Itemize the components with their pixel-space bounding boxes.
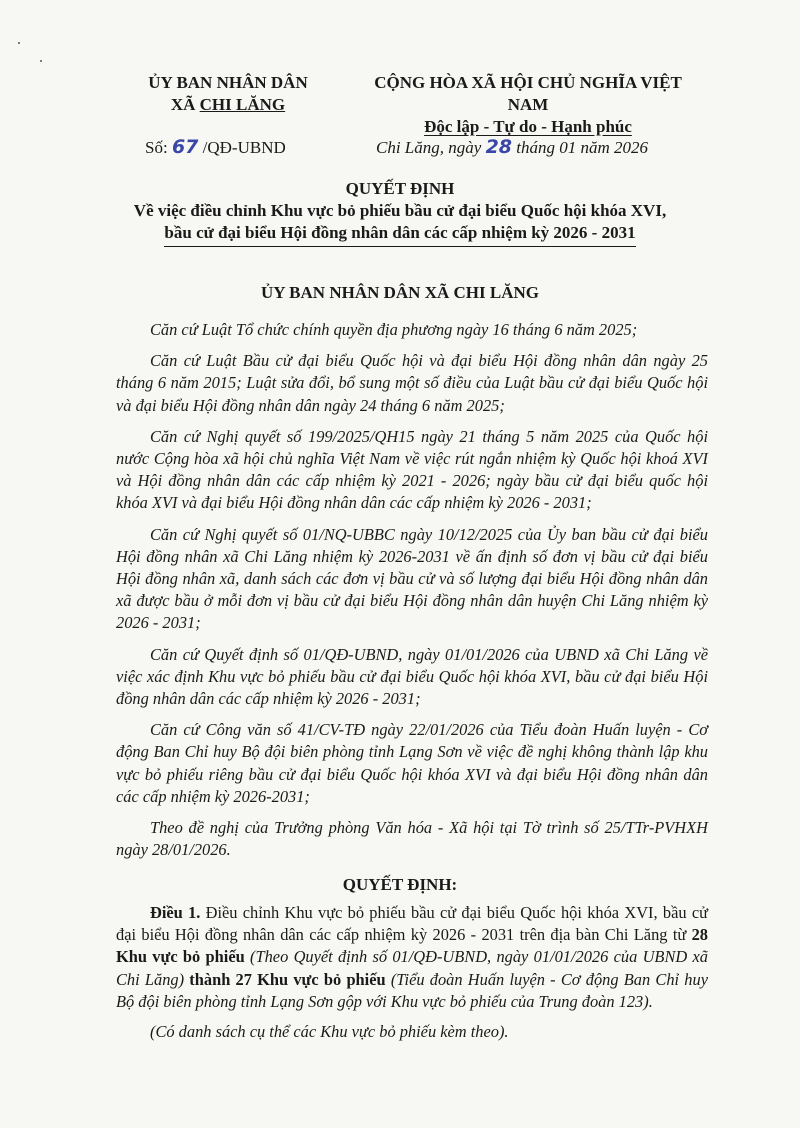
preamble-item: Căn cứ Luật Bầu cử đại biểu Quốc hội và đại biểu Hội đồng nhân dân ngày 25 tháng 6 năm 2015; Luật sửa đổi, bổ sung một số điều của Luật bầu cử đại biểu Quốc hội và đại biểu Hội đồng nhân dân ngày 24 tháng 6 năm 2025;: [116, 351, 708, 415]
issuing-authority: [128, 72, 328, 116]
article-1-italic-a: (Theo Quyết định số 01/QĐ-UBND, ngày 01/01/2026 của UBND xã Chi Lăng): [116, 947, 708, 989]
authority-line1: ỦY BAN NHÂN DÂN: [148, 73, 308, 92]
decision-title: [100, 178, 700, 247]
article-1-bold-a: 28 Khu vực bỏ phiếu: [116, 925, 708, 967]
place-date: [376, 136, 648, 158]
preamble-item: Căn cứ Công văn số 41/CV-TĐ ngày 22/01/2026 của Tiểu đoàn Huấn luyện - Cơ động Ban Chỉ huy Bộ đội biên phòng tỉnh Lạng Sơn về việc đề nghị không thành lập khu vực bỏ phiếu riêng bầu cử đại biểu Quốc hội khóa XVI và đại biểu Hội đồng nhân dân các cấp nhiệm kỳ 2026-2031;: [116, 720, 708, 806]
article-1-body-a: Điều chỉnh Khu vực bỏ phiếu bầu cử đại biểu Quốc hội khóa XVI, bầu cử đại biểu Hội đồng nhân dân các cấp nhiệm kỳ 2026 - 2031 trên địa bàn Chi Lăng từ: [116, 903, 708, 945]
document-number: [145, 136, 286, 158]
preamble-item: Căn cứ Quyết định số 01/QĐ-UBND, ngày 01/01/2026 của UBND xã Chi Lăng về việc xác định Khu vực bỏ phiếu bầu cử đại biểu Quốc hội khóa XVI, bầu cử đại biểu Hội đồng nhân dân các cấp nhiệm kỳ 2026 - 2031;: [116, 644, 708, 709]
preamble-item: Căn cứ Nghị quyết số 01/NQ-UBBC ngày 10/12/2025 của Ủy ban bầu cử đại biểu Hội đồng nhân xã Chi Lăng nhiệm kỳ 2026-2031 về ấn định số đơn vị bầu cử đại biểu Hội đồng nhân xã, danh sách các đơn vị bầu cử và số lượng đại biểu Hội đồng nhân dân xã được bầu ở mỗi đơn vị bầu cử đại biểu Hội đồng nhân dân huyện Chi Lăng nhiệm kỳ 2026 - 2031;: [116, 524, 708, 633]
doc-number-handwritten: 67: [171, 136, 199, 158]
article-1-bold-b: thành 27 Khu vực bỏ phiếu: [184, 969, 386, 989]
doc-number-label: Số:: [145, 138, 168, 157]
title-subject-line2: bầu cử đại biểu Hội đồng nhân dân các cấp nhiệm kỳ 2026 - 2031: [164, 222, 635, 247]
authority-prefix: XÃ: [170, 95, 200, 114]
article-1-label: Điều 1.: [150, 903, 201, 922]
national-header: [352, 72, 704, 138]
decision-heading: QUYẾT ĐỊNH:: [342, 875, 458, 894]
doc-number-suffix: /QĐ-UBND: [202, 138, 286, 157]
national-motto: Độc lập - Tự do - Hạnh phúc: [424, 117, 632, 136]
title-heading: QUYẾT ĐỊNH: [345, 179, 455, 198]
preamble-item: Theo đề nghị của Trưởng phòng Văn hóa - Xã hội tại Tờ trình số 25/TTr-PVHXH ngày 28/01/2026.: [116, 818, 708, 860]
title-subject-line1: Về việc điều chỉnh Khu vực bỏ phiếu bầu cử đại biểu Quốc hội khóa XVI,: [133, 201, 667, 220]
article-1: [116, 902, 708, 1051]
issuing-body: ỦY BAN NHÂN DÂN XÃ CHI LĂNG: [261, 283, 539, 302]
authority-line2: [128, 94, 328, 116]
scan-speck: [40, 60, 42, 62]
date-suffix: tháng 01 năm 2026: [516, 138, 649, 157]
preamble: [116, 319, 708, 870]
scan-speck: [18, 42, 20, 44]
article-1-italic-b: (Tiểu đoàn Huấn luyện - Cơ động Ban Chỉ huy Bộ đội biên phòng tỉnh Lạng Sơn gộp với Khu vực bỏ phiếu của Trung đoàn 123).: [116, 969, 708, 1011]
article-1-note: (Có danh sách cụ thể các Khu vực bỏ phiếu kèm theo).: [150, 1022, 509, 1042]
date-prefix: Chi Lăng, ngày: [376, 138, 482, 157]
article-1-text: [116, 902, 708, 1013]
nation-title: CỘNG HÒA XÃ HỘI CHỦ NGHĨA VIỆT NAM: [374, 73, 682, 114]
authority-name: CHI LĂNG: [199, 95, 286, 114]
preamble-item: Căn cứ Luật Tổ chức chính quyền địa phương ngày 16 tháng 6 năm 2025;: [150, 320, 638, 339]
date-day-handwritten: 28: [485, 136, 513, 158]
preamble-item: Căn cứ Nghị quyết số 199/2025/QH15 ngày 21 tháng 5 năm 2025 của Quốc hội nước Cộng hòa xã hội chủ nghĩa Việt Nam về việc rút ngắn nhiệm kỳ Quốc hội khoá XVI và Hội đồng nhân dân các cấp nhiệm kỳ 2021 - 2026; ngày bầu cử đại biểu quốc hội khóa XVI và đại biểu Hội đồng nhân dân các cấp nhiệm kỳ 2026 - 2031;: [116, 426, 708, 513]
